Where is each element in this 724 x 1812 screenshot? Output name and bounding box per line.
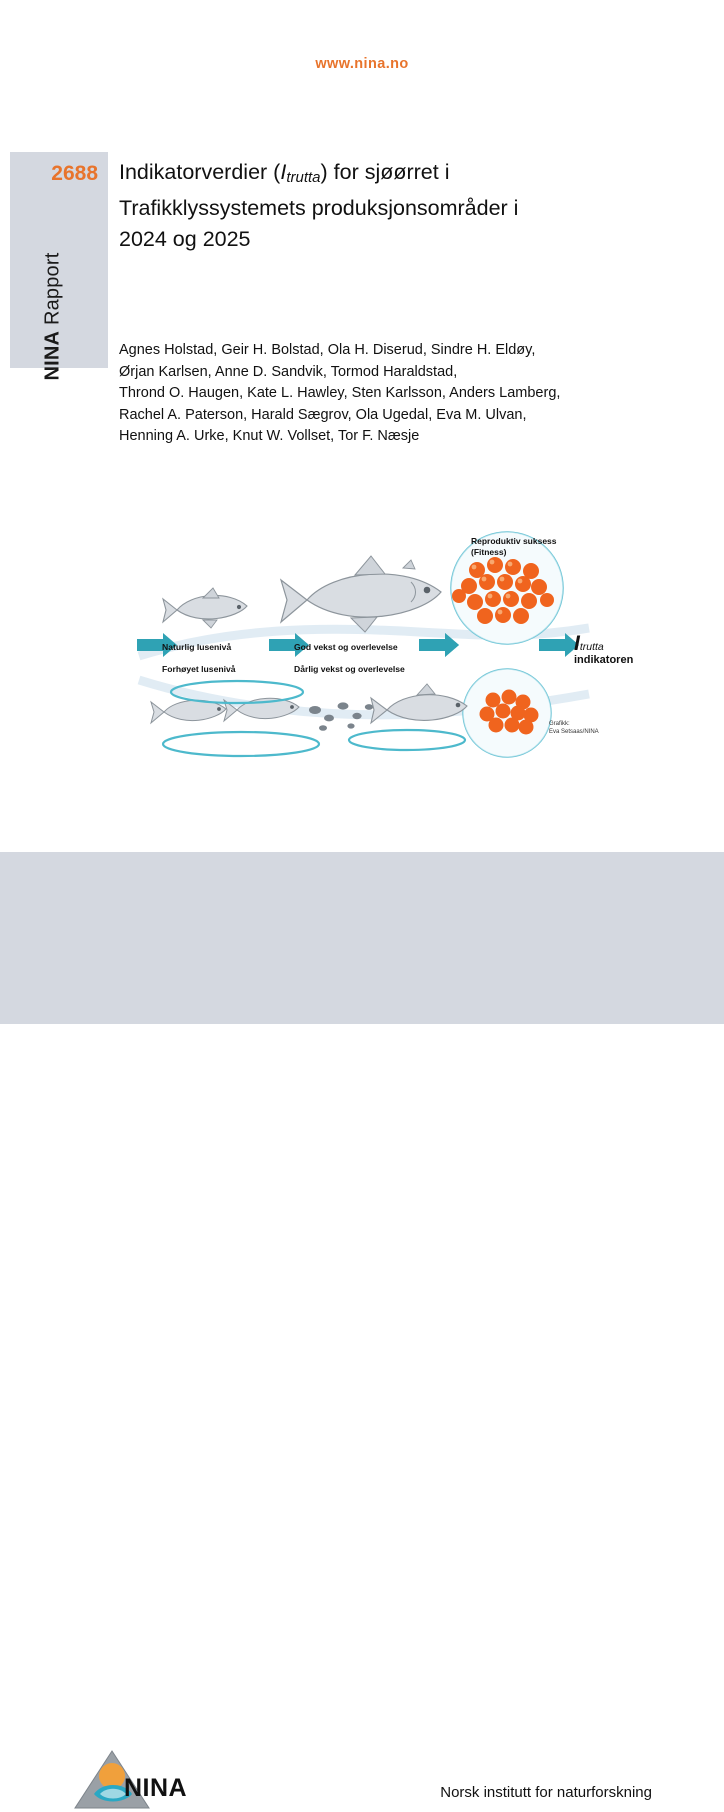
- series-rest: Rapport: [41, 252, 64, 331]
- credit-line2: Eva Setsaas/NINA: [549, 729, 599, 735]
- author-line: Ørjan Karlsen, Anne D. Sandvik, Tormod Haraldstad,: [119, 363, 458, 380]
- figure-fitness-caption: [471, 536, 557, 558]
- cover-figure: [119, 508, 656, 780]
- title-line1-post: ) for sjøørret i: [320, 160, 450, 184]
- website-url[interactable]: www.nina.no: [315, 56, 409, 72]
- footer-logo-text: NINA: [124, 1774, 188, 1802]
- fitness-caption-line1: Reproduktiv suksess: [471, 536, 557, 546]
- report-series-spine: [10, 152, 108, 381]
- author-line: Rachel A. Paterson, Harald Sægrov, Ola Ugedal, Eva M. Ulvan,: [119, 406, 527, 423]
- footer-band: [0, 852, 724, 1802]
- institute-name: Norsk institutt for naturforskning: [440, 1784, 652, 1801]
- indicator-subscript: trutta: [579, 641, 604, 653]
- indicator-symbol: I: [574, 632, 580, 655]
- label-natural-lice: Naturlig lusenivå: [162, 642, 232, 652]
- title-indicator-symbol: I: [280, 160, 287, 184]
- credit-line1: Grafikk:: [549, 721, 570, 727]
- label-good-growth: God vekst og overlevelse: [294, 642, 398, 652]
- title-line2: Trafikklyssystemets produksjonsområder i: [119, 196, 519, 220]
- author-line: Henning A. Urke, Knut W. Vollset, Tor F. Næsje: [119, 428, 420, 444]
- author-line: Agnes Holstad, Geir H. Bolstad, Ola H. Diserud, Sindre H. Eldøy,: [119, 342, 536, 358]
- figure-credit: [549, 720, 599, 736]
- report-number: 2688: [51, 162, 98, 185]
- label-poor-growth: Dårlig vekst og overlevelse: [294, 664, 405, 674]
- author-line: Thrond O. Haugen, Kate L. Hawley, Sten Karlsson, Anders Lamberg,: [119, 385, 561, 401]
- indicator-label: [574, 634, 633, 667]
- title-line3: 2024 og 2025: [119, 227, 251, 251]
- series-bold: NINA: [41, 330, 64, 381]
- page-title: [119, 157, 664, 255]
- report-series-label: [42, 171, 65, 381]
- author-list: [119, 340, 679, 448]
- indicator-word: indikatoren: [574, 654, 634, 666]
- title-indicator-subscript: trutta: [286, 169, 321, 186]
- label-elevated-lice: Forhøyet lusenivå: [162, 664, 236, 674]
- fitness-caption-line2: (Fitness): [471, 547, 507, 557]
- title-line1-pre: Indikatorverdier (: [119, 160, 281, 184]
